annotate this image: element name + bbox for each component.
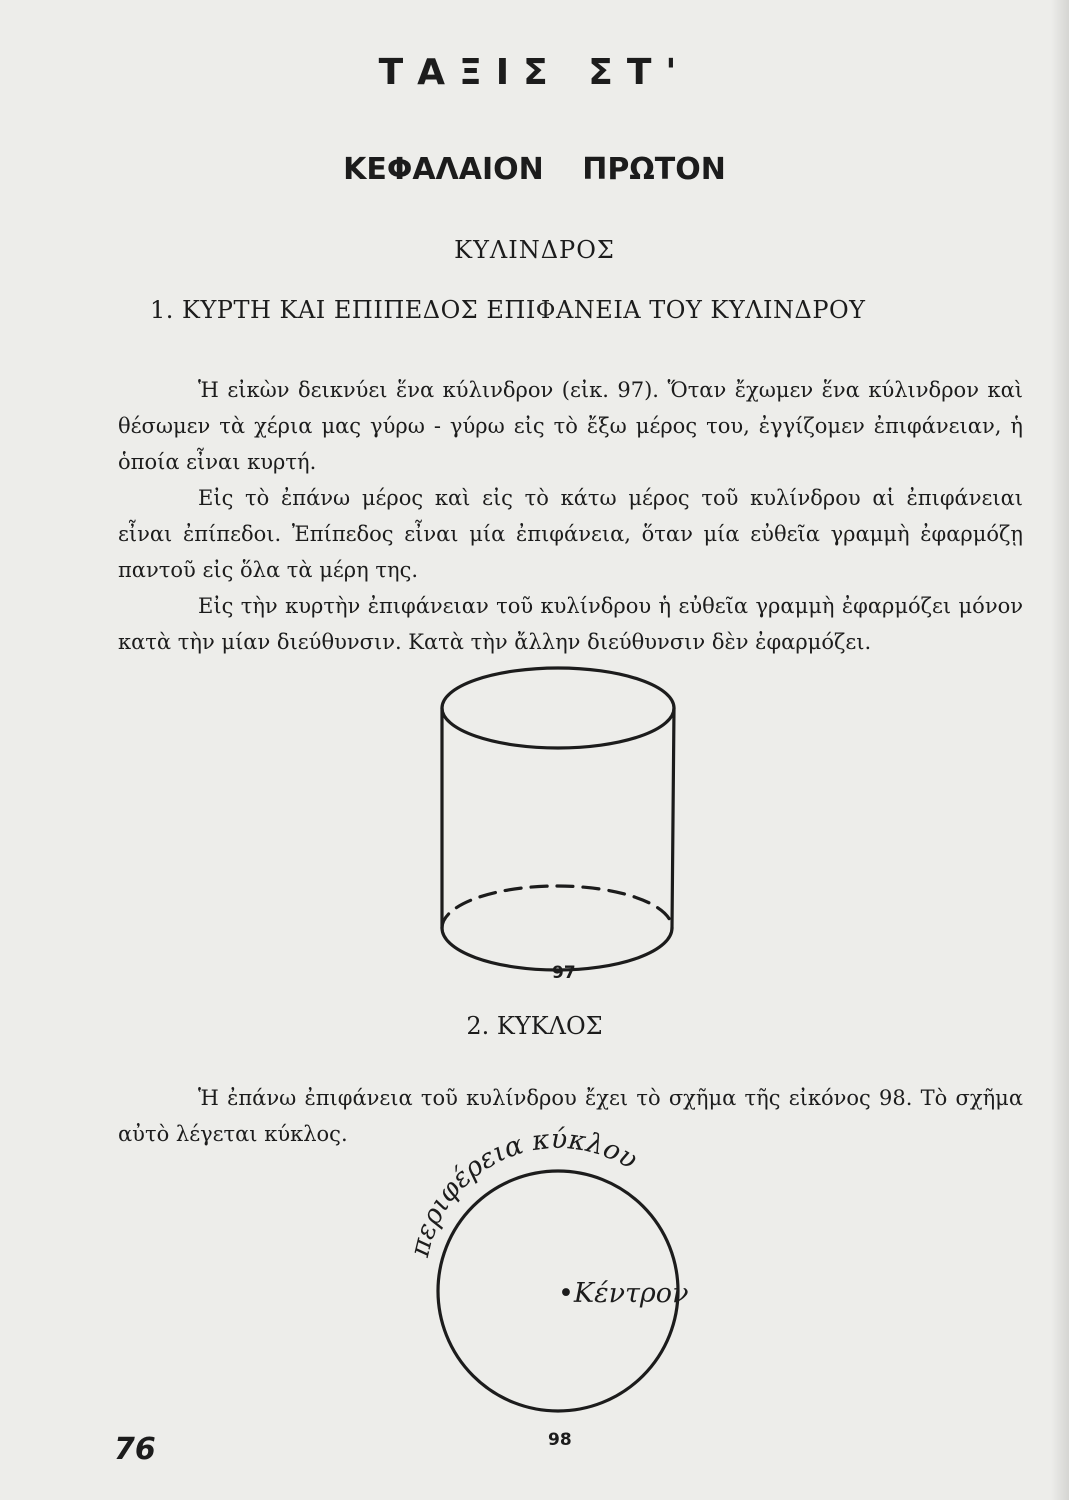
- circumference-annotation: περιφέρεια κύκλου: [404, 1124, 643, 1260]
- subsection-2-heading: 2. ΚΥΚΛΟΣ: [466, 1012, 603, 1040]
- paragraph: Ἡ ἐπάνω ἐπιφάνεια τοῦ κυλίνδρου ἔχει τὸ σχῆμα τῆς εἰκόνος 98. Τὸ σχῆμα αὐτὸ λέγεται κύκλος.: [118, 1086, 1023, 1146]
- section-title: ΚΥΛΙΝΔΡΟΣ: [454, 236, 615, 264]
- class-title: ΤΑΞΙΣ ΣΤ': [378, 52, 691, 93]
- paragraph: Εἰς τὴν κυρτὴν ἐπιφάνειαν τοῦ κυλίνδρου ἡ εὐθεῖα γραμμὴ ἐφαρμόζει μόνον κατὰ τὴν μίαν διεύθυνσιν. Κατὰ τὴν ἄλλην διεύθυνσιν δὲν ἐφαρμόζει.: [118, 594, 1023, 654]
- figure-98-label: 98: [548, 1430, 572, 1450]
- page-number: 76: [114, 1432, 156, 1467]
- subsection-1-heading: 1. ΚΥΡΤΗ ΚΑΙ ΕΠΙΠΕΔΟΣ ΕΠΙΦΑΝΕΙΑ ΤΟΥ ΚΥΛΙΝΔΡΟΥ: [150, 296, 866, 324]
- figure-97-label: 97: [552, 963, 576, 983]
- center-annotation: •Κέντρον: [558, 1278, 689, 1309]
- chapter-title: ΚΕΦΑΛΑΙΟΝ ΠΡΩΤΟΝ: [343, 152, 726, 187]
- paragraph: Εἰς τὸ ἐπάνω μέρος καὶ εἰς τὸ κάτω μέρος τοῦ κυλίνδρου αἱ ἐπιφάνειαι εἶναι ἐπίπεδοι. Ἐπίπεδος εἶναι μία ἐπιφάνεια, ὅταν μία εὐθεῖα γραμμὴ ἐφαρμόζῃ παντοῦ εἰς ὅλα τὰ μέρη της.: [118, 486, 1023, 582]
- paragraph: Ἡ εἰκὼν δεικνύει ἕνα κύλινδρον (εἰκ. 97). Ὅταν ἔχωμεν ἕνα κύλινδρον καὶ θέσωμεν τὰ χέρια μας γύρω - γύρω εἰς τὸ ἔξω μέρος του, ἐγγίζομεν ἐπιφάνειαν, ἡ ὁποία εἶναι κυρτή.: [118, 378, 1023, 474]
